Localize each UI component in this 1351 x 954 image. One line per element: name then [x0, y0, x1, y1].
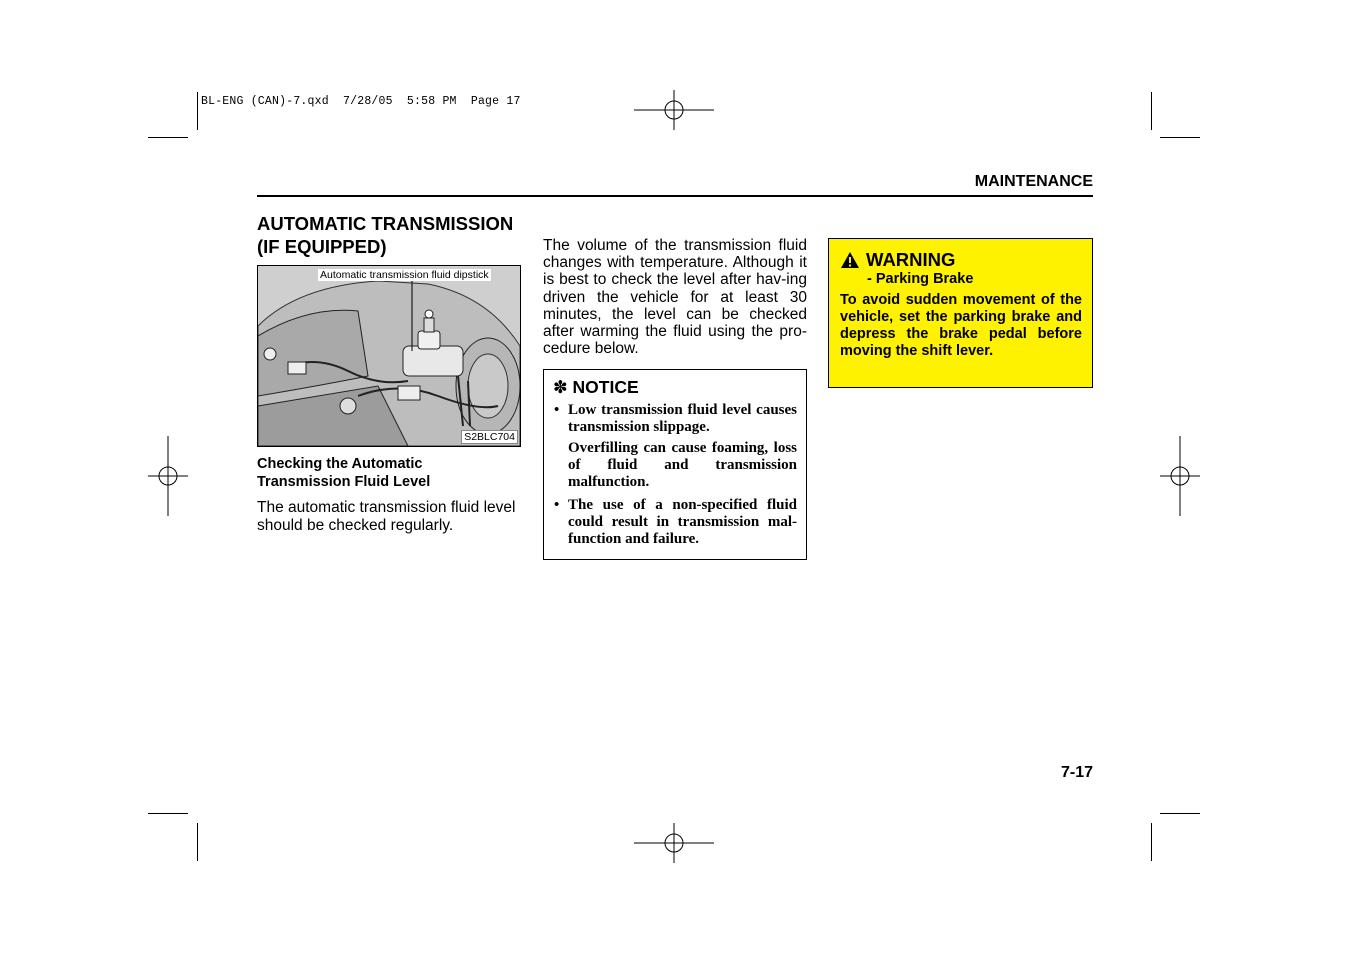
heading-line-1: AUTOMATIC TRANSMISSION: [257, 213, 514, 234]
warning-heading: [840, 249, 955, 271]
crop-mark: [1160, 813, 1200, 814]
bullet: •: [554, 402, 560, 418]
section-title: MAINTENANCE: [974, 173, 1093, 190]
crop-mark: [1160, 137, 1200, 138]
warning-subtitle: - Parking Brake: [867, 271, 974, 287]
crop-mark: [197, 92, 198, 130]
warning-title: WARNING: [866, 249, 956, 270]
crop-mark: [1151, 823, 1152, 861]
notice-list: [552, 402, 797, 554]
notice-item-text: The use of a non-specified fluid could result in transmission mal-function and failure.: [568, 497, 797, 547]
notice-box: [543, 369, 807, 560]
print-slug: BL-ENG (CAN)-7.qxd 7/28/05 5:58 PM Page 17: [201, 95, 521, 108]
registration-mark-bottom: [634, 823, 714, 863]
crop-mark: [148, 813, 188, 814]
notice-item: [552, 497, 797, 548]
subheading-line-1: Checking the Automatic: [257, 456, 423, 472]
engine-illustration: [257, 265, 521, 447]
page-number: 7-17: [1060, 764, 1093, 781]
registration-mark-left: [148, 436, 188, 516]
notice-item-subtext: Overfilling can cause foaming, loss of fluid and transmission malfunction.: [568, 440, 797, 490]
warning-text: To avoid sudden movement of the vehicle, set the parking brake and depress the brake pedal before moving the shift lever.: [840, 292, 1082, 359]
body-paragraph: The volume of the transmission fluid changes with temperature. Although it is best to check the level after hav-ing driven the vehicle for at least 30 minutes, the level can be checked after warming the fluid using the pro-cedure below.: [543, 237, 807, 358]
registration-mark-top: [634, 90, 714, 130]
header-rule: [257, 195, 1093, 197]
crop-mark: [148, 137, 188, 138]
crop-mark: [1151, 92, 1152, 130]
crop-mark: [197, 823, 198, 861]
subheading: [257, 455, 519, 491]
warning-box: [828, 238, 1093, 388]
notice-item: [552, 402, 797, 491]
intro-paragraph: The automatic transmission fluid level should be checked regularly.: [257, 499, 516, 534]
heading-line-2: (IF EQUIPPED): [257, 236, 387, 257]
registration-mark-right: [1160, 436, 1200, 516]
bullet: •: [554, 497, 560, 513]
page-heading: [257, 212, 513, 258]
notice-item-text: Low transmission fluid level causes transmission slippage.: [568, 402, 797, 435]
warning-triangle-icon: [840, 251, 860, 269]
subheading-line-2: Transmission Fluid Level: [257, 474, 431, 490]
figure-caption: Automatic transmission fluid dipstick: [320, 269, 489, 281]
notice-title: ✽ NOTICE: [553, 377, 639, 397]
figure-code: S2BLC704: [461, 430, 518, 444]
engine-drawing: [258, 266, 520, 446]
